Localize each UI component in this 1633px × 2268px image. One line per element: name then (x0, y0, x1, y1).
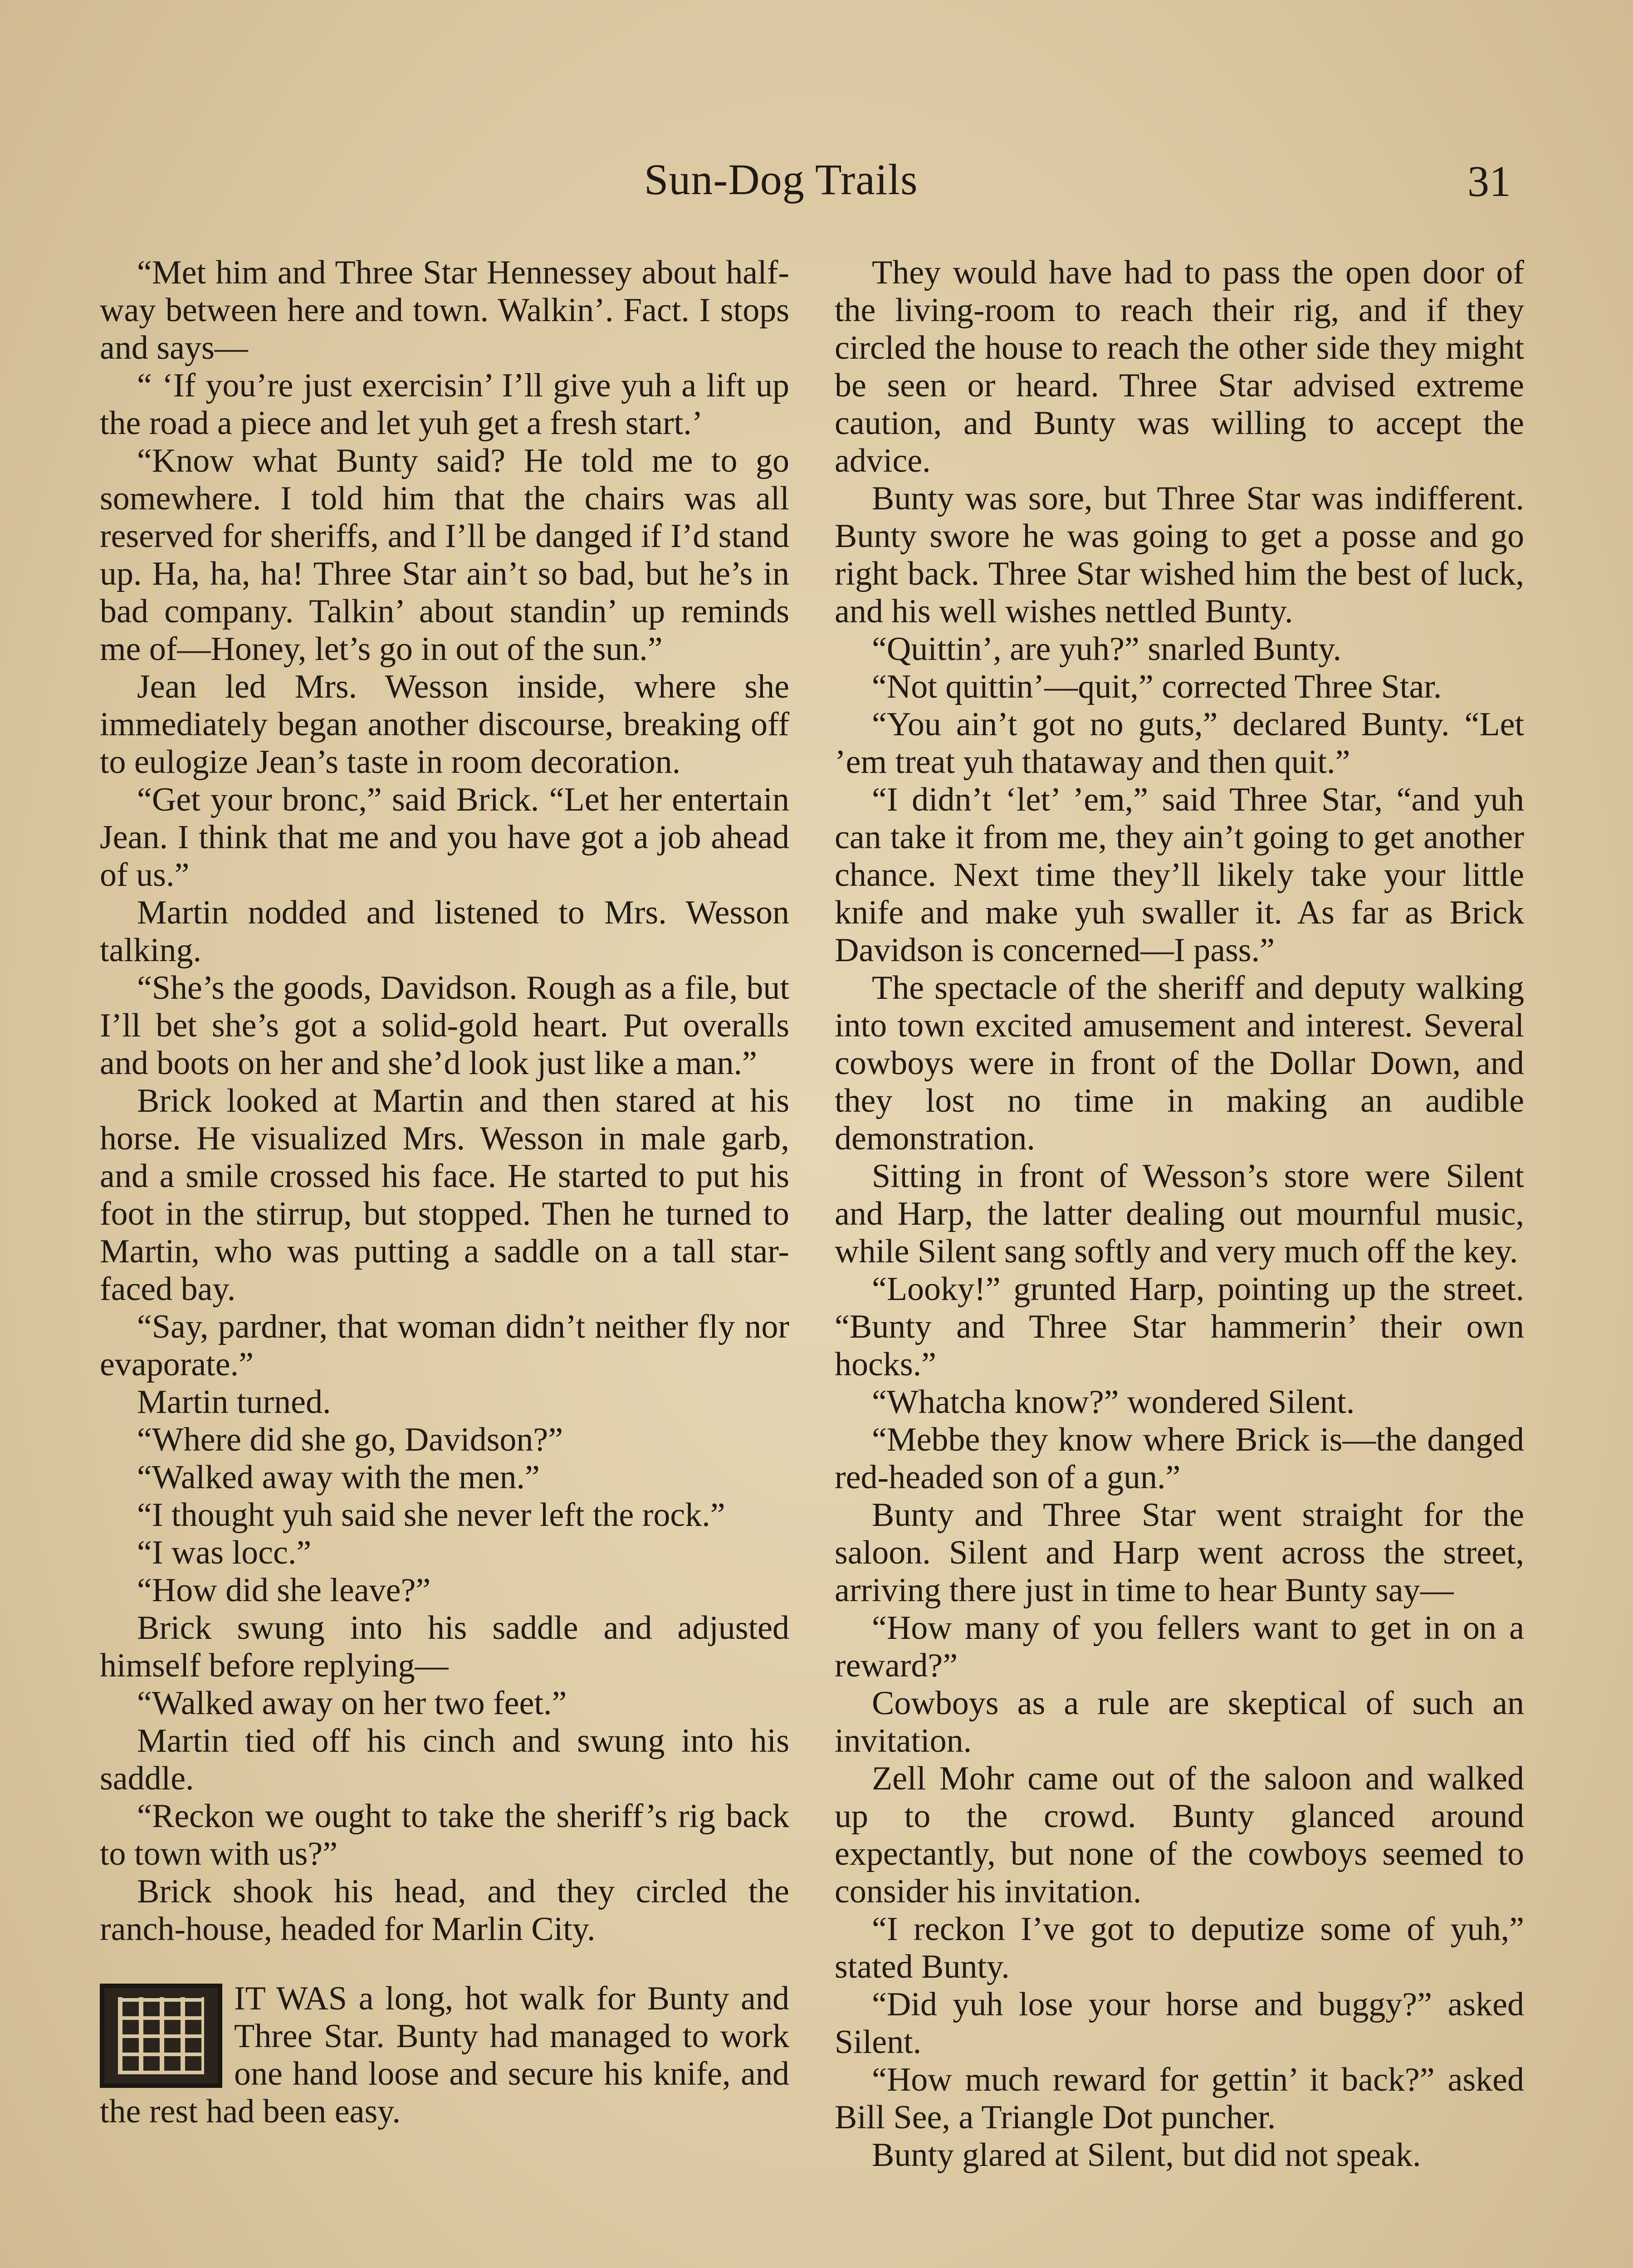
section-opening (100, 1980, 789, 2131)
paragraph: “Whatcha know?” wondered Silent. (872, 1383, 1355, 1421)
right-paragraphs (835, 254, 1524, 2174)
paragraph: Brick looked at Martin and then stared at his horse. He visualized Mrs. Wesson in male garb, and a smile crossed his face. He started to put his foot in the stirrup, but stopped. Then he turned to Martin, who was putting a saddle on a tall star-faced bay. (100, 1082, 789, 1308)
ornamental-initial-icon (100, 1984, 222, 2088)
paragraph: “I was locc.” (137, 1534, 312, 1571)
page-header (0, 154, 1633, 218)
paragraph: “Looky!” grunted Harp, pointing up the street. “Bunty and Three Star hammerin’ their own hocks.” (835, 1271, 1524, 1383)
paragraph: “She’s the goods, Davidson. Rough as a file, but I’ll bet she’s got a solid-gold heart. Put overalls and boots on her and she’d look just like a man.” (100, 969, 789, 1082)
page-number: 31 (1467, 157, 1511, 205)
paragraph: Bunty was sore, but Three Star was indifferent. Bunty swore he was going to get a posse and go right back. Three Star wished him the best of luck, and his well wishes nettled Bunty. (835, 480, 1524, 630)
paragraph: “ ‘If you’re just exercisin’ I’ll give yuh a lift up the road a piece and let yuh get a fresh start.’ (100, 367, 789, 442)
paragraph: Zell Mohr came out of the saloon and walked up to the crowd. Bunty glanced around expectantly, but none of the cowboys seemed to consider his invitation. (835, 1760, 1524, 1910)
paragraph: “Walked away with the men.” (137, 1459, 540, 1496)
paragraph: “How many of you fellers want to get in on a reward?” (835, 1609, 1524, 1684)
paragraph: “Know what Bunty said? He told me to go somewhere. I told him that the chairs was all reserved for sheriffs, and I’ll be danged if I’d stand up. Ha, ha, ha! Three Star ain’t so bad, but he’s in bad company. Talkin’ about standin’ up reminds me of—Honey, let’s go in out of the sun.” (100, 442, 789, 668)
paragraph: “How did she leave?” (137, 1572, 431, 1609)
section-break (100, 1948, 789, 1980)
paragraph: Bunty glared at Silent, but did not speak. (872, 2136, 1421, 2174)
paragraph: Martin turned. (137, 1383, 331, 1421)
left-column (100, 254, 789, 2268)
paragraph: Bunty and Three Star went straight for the saloon. Silent and Harp went across the street, arriving there just in time to hear Bunty say— (835, 1496, 1524, 1609)
paragraph: “Reckon we ought to take the sheriff’s rig back to town with us?” (100, 1798, 789, 1872)
paragraph: Jean led Mrs. Wesson inside, where she immediately began another discourse, breaking off to eulogize Jean’s taste in room decoration. (100, 668, 789, 781)
paragraph: “Get your bronc,” said Brick. “Let her entertain Jean. I think that me and you have got a job ahead of us.” (100, 781, 789, 894)
paragraph: “I thought yuh said she never left the rock.” (137, 1496, 725, 1534)
paragraph: “You ain’t got no guts,” declared Bunty. “Let ’em treat yuh thataway and then quit.” (835, 706, 1524, 781)
left-paragraphs (100, 254, 789, 1948)
paragraph: “Quittin’, are yuh?” snarled Bunty. (872, 631, 1341, 668)
section-opening-text: IT WAS a long, hot walk for Bunty and Three Star. Bunty had managed to work one hand loose and secure his knife, and the rest had been easy. (100, 1980, 789, 2130)
paragraph: “Walked away on her two feet.” (137, 1685, 567, 1722)
paragraph: “Met him and Three Star Hennessey about half-way between here and town. Walkin’. Fact. I stops and says— (100, 254, 789, 367)
paragraph: “I reckon I’ve got to deputize some of yuh,” stated Bunty. (835, 1911, 1524, 1985)
paragraph: They would have had to pass the open door of the living-room to reach their rig, and if they circled the house to reach the other side they might be seen or heard. Three Star advised extreme caution, and Bunty was willing to accept the advice. (835, 254, 1524, 479)
paragraph: Cowboys as a rule are skeptical of such an invitation. (835, 1685, 1524, 1760)
paragraph: Brick swung into his saddle and adjusted himself before replying— (100, 1609, 789, 1684)
paragraph: “Not quittin’—quit,” corrected Three Star. (872, 668, 1442, 705)
paragraph: “How much reward for gettin’ it back?” asked Bill See, a Triangle Dot puncher. (835, 2061, 1524, 2136)
right-column (835, 254, 1524, 2268)
paragraph: Martin tied off his cinch and swung into his saddle. (100, 1722, 789, 1797)
paragraph: Brick shook his head, and they circled the ranch-house, headed for Marlin City. (100, 1873, 789, 1948)
paragraph: “Where did she go, Davidson?” (137, 1421, 563, 1458)
running-title: Sun-Dog Trails (644, 155, 918, 204)
paragraph: Sitting in front of Wesson’s store were Silent and Harp, the latter dealing out mournful music, while Silent sang softly and very much off the key. (835, 1158, 1524, 1270)
paragraph: Martin nodded and listened to Mrs. Wesson talking. (100, 894, 789, 969)
paragraph: “I didn’t ‘let’ ’em,” said Three Star, “and yuh can take it from me, they ain’t going to get another chance. Next time they’ll likely take your little knife and make yuh swaller it. As far as Brick Davidson is concerned—I pass.” (835, 781, 1524, 969)
paragraph: “Say, pardner, that woman didn’t neither fly nor evaporate.” (100, 1308, 789, 1383)
paragraph: “Did yuh lose your horse and buggy?” asked Silent. (835, 1986, 1524, 2061)
paragraph: “Mebbe they know where Brick is—the danged red-headed son of a gun.” (835, 1421, 1524, 1496)
paragraph: The spectacle of the sheriff and deputy walking into town excited amusement and interest. Several cowboys were in front of the Dollar Down, and they lost no time in making an audible demonstration. (835, 969, 1524, 1157)
